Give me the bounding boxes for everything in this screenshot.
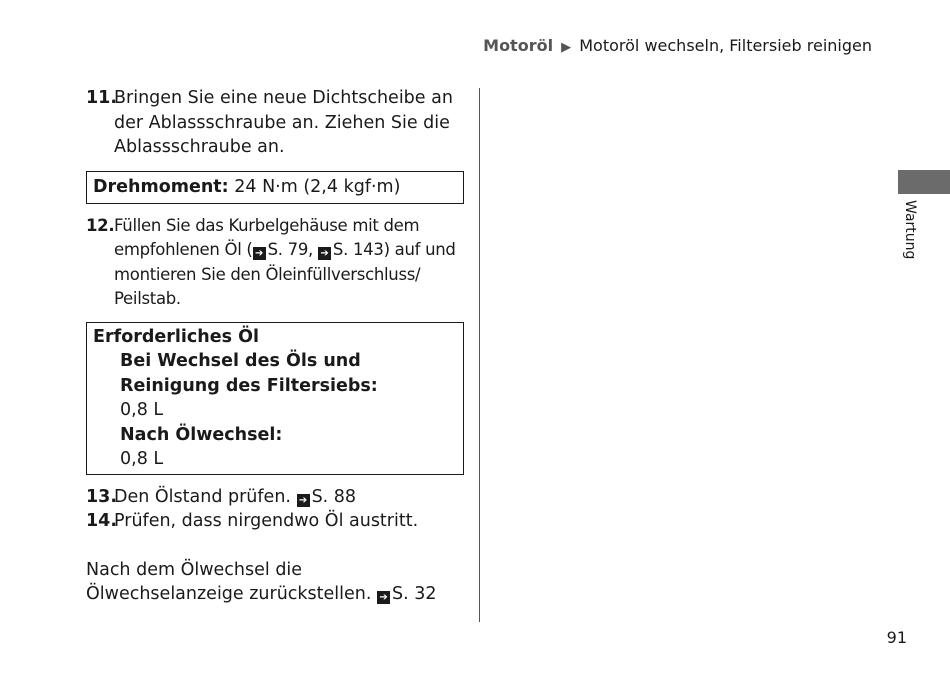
page-ref-link[interactable]: S. 79, xyxy=(267,240,313,259)
step-number: 11. xyxy=(86,88,118,108)
page-ref-icon: ➔ xyxy=(253,247,266,260)
step-12 xyxy=(86,214,464,312)
column-divider xyxy=(479,88,480,622)
page-number: 91 xyxy=(886,628,907,647)
breadcrumb-arrow-icon: ▶ xyxy=(561,40,572,55)
section-tab xyxy=(898,170,950,194)
instruction-column xyxy=(86,86,464,607)
breadcrumb xyxy=(483,36,872,58)
step-13 xyxy=(86,485,464,510)
oil-filter-value: 0,8 L xyxy=(120,400,164,420)
page-ref-link[interactable]: S. 88 xyxy=(311,486,357,507)
oil-required-box xyxy=(86,322,464,475)
breadcrumb-section: Motoröl xyxy=(483,36,554,55)
step-text: Den Ölstand prüfen. xyxy=(114,486,291,507)
step-11 xyxy=(86,86,464,160)
step-14 xyxy=(86,509,464,534)
page-ref-link[interactable]: S. 32 xyxy=(392,584,437,604)
step-text: Füllen Sie das Kurbelgehäuse mit dem empfohlenen Öl ( xyxy=(114,215,420,259)
page-ref-icon: ➔ xyxy=(377,591,390,604)
section-tab-label: Wartung xyxy=(902,200,918,260)
step-number: 13. xyxy=(86,486,118,507)
step-text: ) auf und montieren Sie den Öleinfüllverschluss/ Peilstab. xyxy=(114,240,456,308)
oil-box-title: Erforderliches Öl xyxy=(93,326,259,347)
step-text: Bringen Sie eine neue Dichtscheibe an der Ablassschraube an. Ziehen Sie die Ablassschraube an. xyxy=(114,88,453,157)
note-text: Nach dem Ölwechsel die Ölwechselanzeige zurückstellen. xyxy=(86,559,372,604)
oil-change-label: Nach Ölwechsel: xyxy=(120,424,283,445)
breadcrumb-page: Motoröl wechseln, Filtersieb reinigen xyxy=(579,36,872,55)
page-ref-link[interactable]: S. 143 xyxy=(332,240,384,259)
note-paragraph xyxy=(86,558,464,607)
step-text: Prüfen, dass nirgendwo Öl austritt. xyxy=(114,511,419,531)
page-ref-icon: ➔ xyxy=(297,494,310,507)
page-ref-icon: ➔ xyxy=(318,247,331,260)
step-number: 14. xyxy=(86,511,118,531)
oil-filter-label: Bei Wechsel des Öls und Reinigung des Filtersiebs: xyxy=(120,351,378,396)
torque-box xyxy=(86,171,464,204)
torque-label: Drehmoment: xyxy=(93,176,229,197)
torque-value: 24 N·m (2,4 kgf·m) xyxy=(234,176,401,197)
oil-change-value: 0,8 L xyxy=(120,449,164,469)
step-number: 12. xyxy=(86,215,115,235)
